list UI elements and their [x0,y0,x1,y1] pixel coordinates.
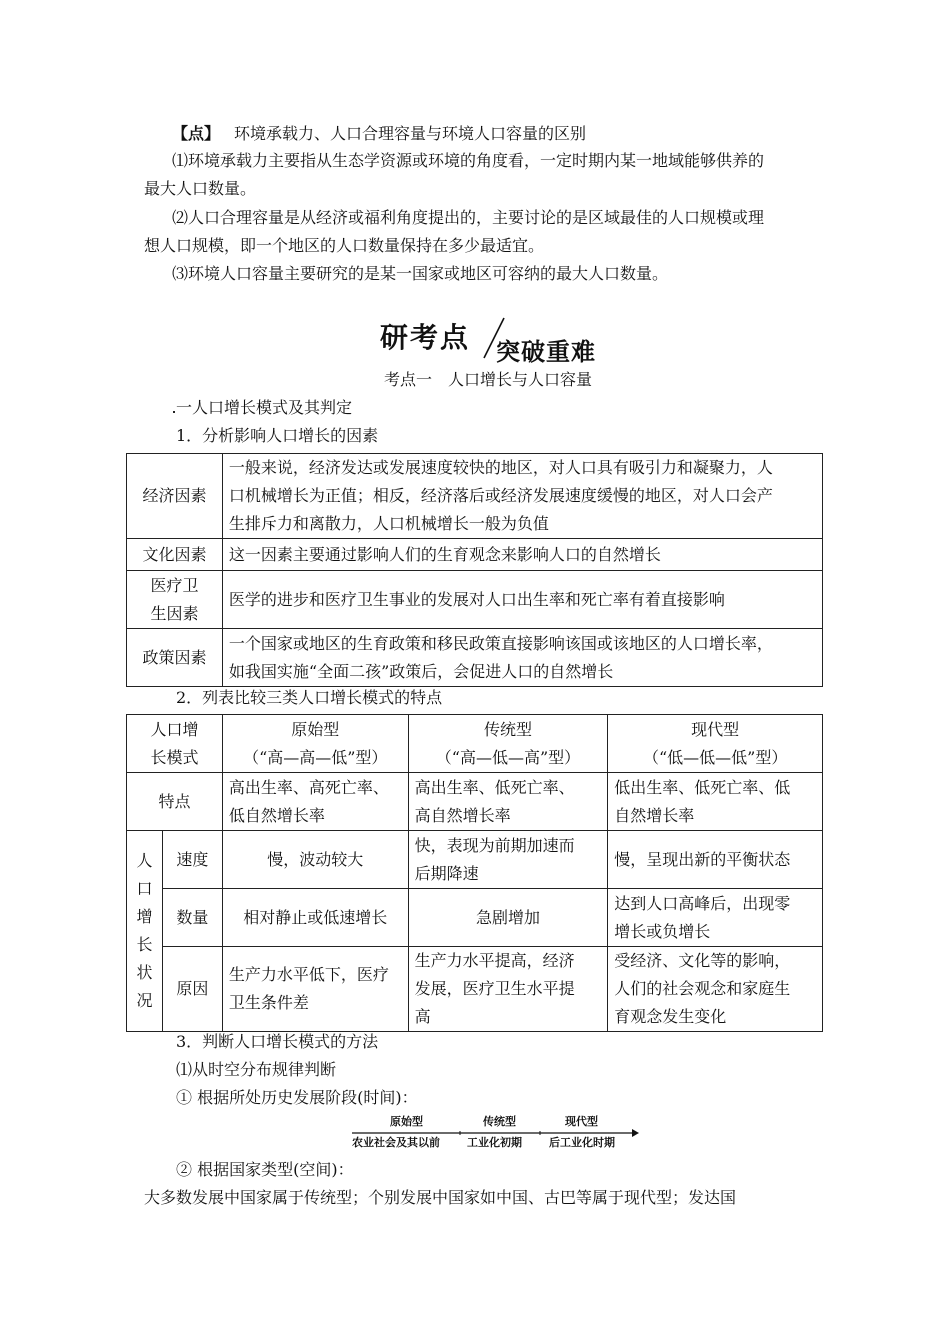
table-cell [408,831,608,889]
cell-line: 高出生率、低死亡率、 [414,777,575,797]
table-row [127,947,823,1032]
point-title: 环境承载力、人口合理容量与环境人口容量的区别 [234,124,587,143]
row-label: 速度 [162,831,222,889]
row-label: 数量 [162,889,222,947]
corner-header-line: 人口增 [150,719,199,739]
table-cell [608,831,823,889]
corner-header [127,715,223,773]
cell-line: 发展，医疗卫生水平提 [414,979,575,998]
heading-1-1: 1．分析影响人口增长的因素 [176,426,379,445]
column-header [222,715,408,773]
factor-name: 文化因素 [127,539,223,571]
cell-line: 增长或负增长 [614,921,711,941]
factor-name [127,571,223,629]
factors-table [126,453,823,687]
bullet-dot-icon [173,411,175,413]
cell-line: 低自然增长率 [228,805,325,825]
column-header [608,715,823,773]
column-header-sub: （“高—高—低”型） [243,747,388,767]
cell-line: 高 [414,1007,431,1026]
feature-label: 特点 [127,773,223,831]
corner-header-line: 长模式 [150,747,199,767]
factor-desc-line: 这一因素主要通过影响人们的生育观念来影响人口的自然增长 [228,544,661,564]
point-tag: 【点】 [172,124,221,143]
cell-line: 高出生率、高死亡率、 [228,777,389,797]
heading-1-3: 3．判断人口增长模式的方法 [176,1032,379,1051]
cell-line: 相对静止或低速增长 [243,907,388,927]
table-cell [608,889,823,947]
factor-desc-line: 口机械增长为正值；相反，经济落后或经济发展速度缓慢的地区，对人口会产 [228,486,773,505]
cell-line: 快，表现为前期加速而 [414,835,575,855]
table-row [127,773,823,831]
group-label-char: 况 [136,991,153,1010]
cell-line: 育观念发生变化 [614,1007,727,1026]
factor-desc [222,454,822,539]
cell-line: 达到人口高峰后，出现零 [614,893,791,913]
group-label-char: 口 [136,879,153,898]
heading-1-2: 2．列表比较三类人口增长模式的特点 [176,688,443,707]
factor-desc-line: 如我国实施“全面二孩”政策后，会促进人口的自然增长 [228,661,614,681]
column-header-name: 传统型 [483,719,532,739]
column-header-sub: （“高—低—高”型） [435,747,581,767]
cell-line: 低出生率、低死亡率、低 [614,777,791,797]
cell-line: 人们的社会观念和家庭生 [614,979,791,998]
cell-line: 生产力水平低下，医疗 [228,965,389,984]
cell-line: 高自然增长率 [414,805,511,825]
table-row [127,539,823,571]
timeline-period: 后工业化时期 [549,1136,615,1149]
table-row [127,889,823,947]
banner-left: 研考点 [380,321,471,354]
group-label-char: 人 [136,851,153,870]
table-row [127,715,823,773]
timeline-type: 现代型 [565,1115,598,1128]
factor-desc-line: 生排斥力和离散力，人口机械增长一般为负值 [228,514,549,533]
cell-line: 后期降速 [414,863,479,883]
cell-line: 生产力水平提高，经济 [414,951,575,970]
table-cell [608,773,823,831]
table-cell [222,947,408,1032]
factor-name-line: 医疗卫 [150,575,199,595]
group-label-char: 状 [136,963,153,982]
factor-desc [222,629,822,687]
table-cell [408,889,608,947]
modes-table [126,714,823,1032]
para-1b: 最大人口数量。 [144,179,257,198]
row-label: 原因 [162,947,222,1032]
column-header-name: 现代型 [691,719,740,739]
table-row [127,571,823,629]
para-2b: 想人口规模，即一个地区的人口数量保持在多少最适宜。 [144,236,545,255]
factor-desc-line: 一个国家或地区的生育政策和移民政策直接影响该国或该地区的人口增长率， [228,633,773,653]
table-cell [222,889,408,947]
table-row [127,831,823,889]
group-label-char: 增 [136,907,153,926]
para-2a: ⑵人口合理容量是从经济或福利角度提出的，主要讨论的是区域最佳的人口规模或理 [172,208,765,227]
banner-right: 突破重难 [496,338,596,366]
table-cell [222,831,408,889]
table-row [127,629,823,687]
table-cell [222,773,408,831]
cell-line: 急剧增加 [475,907,540,927]
factor-desc [222,571,822,629]
factor-name: 政策因素 [127,629,223,687]
timeline-type: 原始型 [390,1115,423,1128]
group-label-char: 长 [136,935,153,954]
para-spatial: 大多数发展中国家属于传统型；个别发展中国家如中国、古巴等属于现代型；发达国 [144,1188,737,1207]
section-title: 考点一 人口增长与人口容量 [384,370,593,389]
table-cell [408,947,608,1032]
point-heading [172,122,586,146]
column-header-name: 原始型 [291,719,340,739]
group-label [127,831,163,1032]
cell-line: 卫生条件差 [228,993,309,1012]
heading-1: 一人口增长模式及其判定 [176,398,353,417]
para-1a: ⑴环境承载力主要指从生态学资源或环境的角度看，一定时期内某一地域能够供养的 [172,151,765,170]
table-row [127,454,823,539]
timeline-type: 传统型 [483,1115,516,1128]
factor-desc-line: 一般来说，经济发达或发展速度较快的地区，对人口具有吸引力和凝聚力，人 [228,458,773,477]
cell-line: 慢，呈现出新的平衡状态 [614,849,791,869]
column-header [408,715,608,773]
cell-line: 自然增长率 [614,805,695,825]
cell-line: 慢，波动较大 [267,849,364,869]
timeline-diagram [350,1114,640,1154]
factor-name: 经济因素 [127,454,223,539]
subheading-1: ⑴从时空分布规律判断 [176,1060,337,1079]
timeline-period: 农业社会及其以前 [352,1136,440,1149]
factor-desc [222,539,822,571]
cell-line: 受经济、文化等的影响， [614,951,791,970]
para-3: ⑶环境人口容量主要研究的是某一国家或地区可容纳的最大人口数量。 [172,264,669,283]
factor-name-line: 生因素 [150,603,199,623]
table-cell [408,773,608,831]
column-header-sub: （“低—低—低”型） [642,747,788,767]
subheading-1a: ① 根据所处历史发展阶段(时间)： [176,1088,418,1107]
subheading-1b: ② 根据国家类型(空间)： [176,1160,354,1179]
table-cell [608,947,823,1032]
factor-desc-line: 医学的进步和医疗卫生事业的发展对人口出生率和死亡率有着直接影响 [228,589,725,609]
timeline-period: 工业化初期 [467,1136,522,1149]
